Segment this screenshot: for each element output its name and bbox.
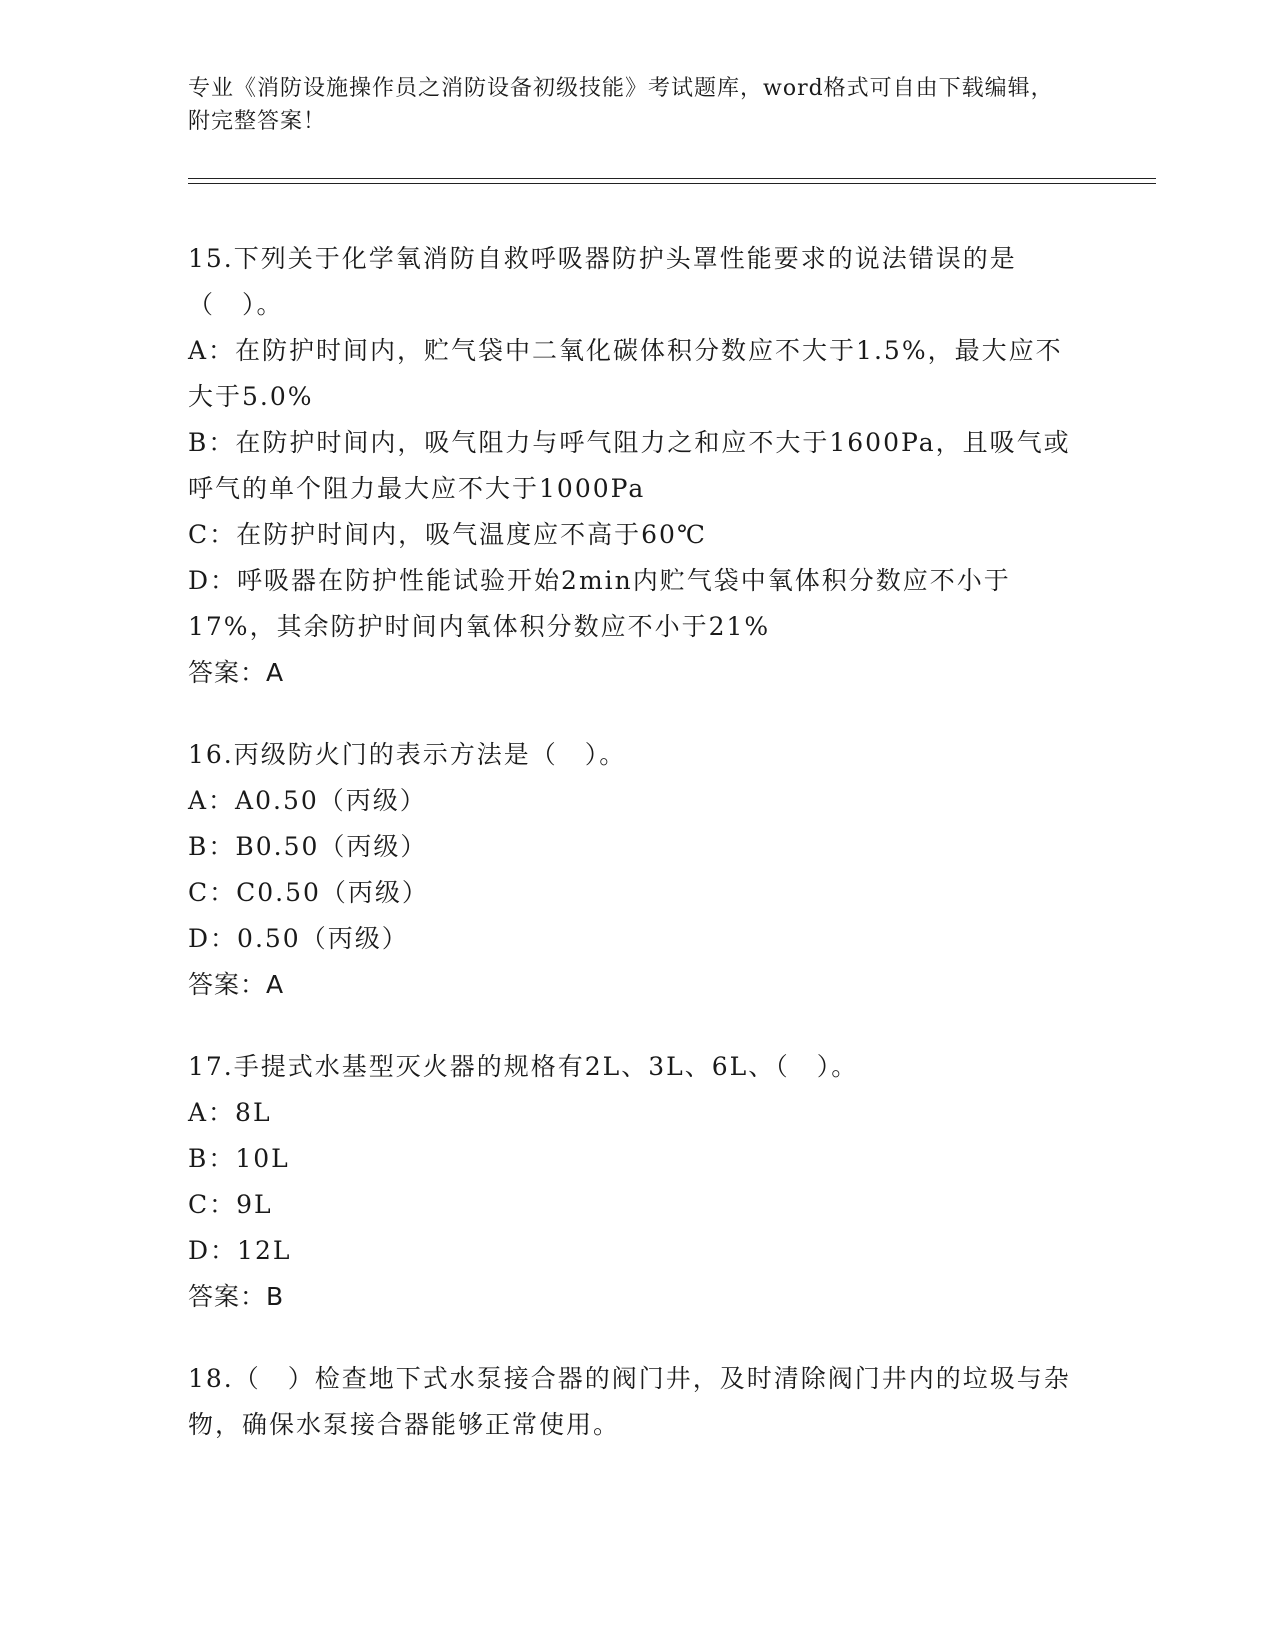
question-15 (188, 236, 1088, 696)
answer-key: 答案：A (188, 970, 285, 999)
question-list (188, 236, 1088, 1448)
option-d: D：12L (188, 1236, 292, 1265)
header-divider-bottom (188, 183, 1156, 184)
option-a: A：8L (188, 1098, 272, 1127)
header-divider-top (188, 178, 1156, 179)
option-d: D：呼吸器在防护性能试验开始2min内贮气袋中氧体积分数应不小于17%，其余防护时间内氧体积分数应不小于21% (188, 566, 1011, 641)
option-c: C：9L (188, 1190, 273, 1219)
option-b: B：10L (188, 1144, 290, 1173)
option-c: C：在防护时间内，吸气温度应不高于60℃ (188, 520, 707, 549)
option-a: A：A0.50（丙级） (188, 786, 427, 815)
option-b: B：B0.50（丙级） (188, 832, 428, 861)
option-b: B：在防护时间内，吸气阻力与呼气阻力之和应不大于1600Pa，且吸气或呼气的单个阻力最大应不大于1000Pa (188, 428, 1071, 503)
answer-key: 答案：A (188, 658, 285, 687)
option-d: D：0.50（丙级） (188, 924, 409, 953)
document-header: 专业《消防设施操作员之消防设备初级技能》考试题库，word格式可自由下载编辑，附完整答案！ (188, 76, 1054, 134)
question-16 (188, 732, 1088, 1008)
question-18 (188, 1356, 1088, 1448)
answer-key: 答案：B (188, 1282, 285, 1311)
question-stem: 17.手提式水基型灭火器的规格有2L、3L、6L、（ ）。 (188, 1052, 859, 1081)
question-stem: 15.下列关于化学氧消防自救呼吸器防护头罩性能要求的说法错误的是（ ）。 (188, 244, 1017, 319)
question-stem: 16.丙级防火门的表示方法是（ ）。 (188, 740, 627, 769)
question-17 (188, 1044, 1088, 1320)
option-a: A：在防护时间内，贮气袋中二氧化碳体积分数应不大于1.5%，最大应不大于5.0% (188, 336, 1063, 411)
option-c: C：C0.50（丙级） (188, 878, 429, 907)
question-stem: 18.（ ）检查地下式水泵接合器的阀门井，及时清除阀门井内的垃圾与杂物，确保水泵接合器能够正常使用。 (188, 1364, 1071, 1439)
